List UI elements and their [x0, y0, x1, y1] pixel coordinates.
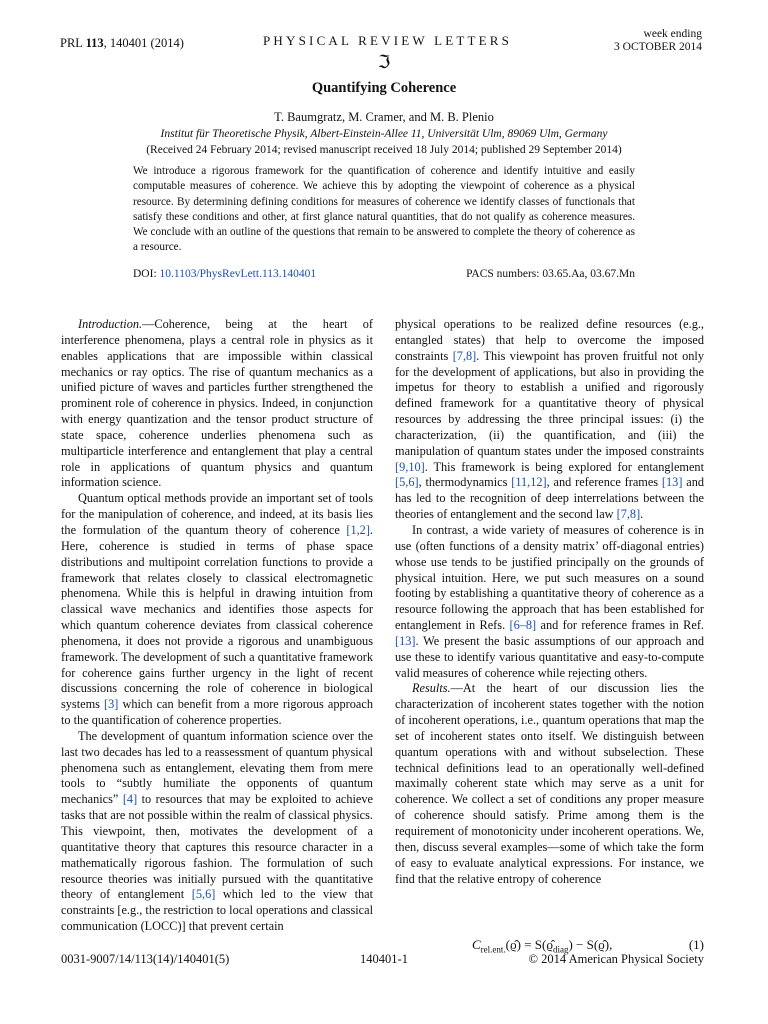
pacs-numbers: PACS numbers: 03.65.Aa, 03.67.Mn — [466, 268, 635, 280]
citation-link[interactable]: [6–8] — [509, 618, 537, 633]
citation-link[interactable]: [13] — [661, 475, 683, 490]
equation-number: (1) — [688, 937, 704, 952]
doi: DOI: 10.1103/PhysRevLett.113.140401 — [133, 268, 317, 280]
abstract: We introduce a rigorous framework for the quantification of coherence and identify intuitive and easily computable measures of coherence. We achieve this by adopting the viewpoint of coherence as a physical resource. By determining defining conditions for measures of coherence we identify classes of functionals that satisfy these conditions and other, at first glance natural quantities, that do not qualify as coherence measures. We conclude with an outline of the questions that remain to be answered to complete the theory of coherence as a resource. — [133, 165, 635, 254]
paragraph-intro: Introduction.—Coherence, being at the heart of interference phenomena, plays a central role in physics as it enables applications that are impossible within classical mechanics or ray optics. The rise of quantum mechanics as a unified picture of waves and particles further strengthened the prominent role of coherence in physics. Indeed, in conjunction with energy quantization and the tensor product structure of state space, coherence underlies phenomena such as multiparticle interference and entanglement that play a central role in applications of quantum physics and quantum information science. — [61, 317, 373, 490]
left-column — [61, 317, 373, 935]
citation-link[interactable]: [5,6] — [395, 475, 419, 490]
doi-link[interactable]: 10.1103/PhysRevLett.113.140401 — [159, 268, 317, 280]
citation-link[interactable]: [5,6] — [191, 887, 216, 902]
authors: T. Baumgratz, M. Cramer, and M. B. Plenio — [274, 110, 494, 124]
affiliation: Institut für Theoretische Physik, Albert-Einstein-Allee 11, Universität Ulm, 89069 Ulm, Germany — [160, 128, 608, 140]
section-heading-introduction: Introduction. — [78, 317, 143, 331]
paragraph-contrast: In contrast, a wide variety of measures of coherence is in use (often functions of a density matrix’ off-diagonal entries) whose use tends to be justified principally on the grounds of physical intuition. Here, we put such measures on a sound footing by establishing a quantitative theory of coherence as a resource following the approach that has been established for entanglement in Refs. [6–8] and for reference frames in Ref. [13]. We present the basic assumptions of our approach and use these to identify various quantitative and easy-to-compute valid measures of coherence while rejecting others. — [395, 522, 704, 680]
journal-name: PHYSICAL REVIEW LETTERS — [263, 33, 513, 48]
received-dates: (Received 24 February 2014; revised manuscript received 18 July 2014; published 29 September 2014) — [146, 144, 622, 156]
journal-citation: PRL 113, 140401 (2014) — [60, 36, 184, 50]
paper-title: Quantifying Coherence — [311, 80, 457, 96]
citation-link[interactable]: [9,10] — [395, 459, 425, 474]
footer-issn: 0031-9007/14/113(14)/140401(5) — [61, 952, 230, 966]
footer-copyright: © 2014 American Physical Society — [528, 952, 704, 966]
citation-link[interactable]: [3] — [104, 697, 119, 712]
citation-link[interactable]: [7,8] — [616, 507, 641, 522]
section-heading-results: Results. — [412, 681, 451, 696]
paragraph-resources: physical operations to be realized define resources (e.g., entangled states) that help to overcome the imposed constraints [7,8]. This viewpoint has proven fruitful not only for the development of applications, but also in providing the impetus for theory to establish a unified and rigorously defined framework for a quantitative theory of physical resources by addressing the three principal issues: (i) the characterization, (ii) the quantification, and (iii) the manipulation of quantum states under the imposed constraints [9,10]. This framework is being explored for entanglement [5,6], thermodynamics [11,12], and reference frames [13] and has led to the recognition of deep interrelations between the theories of entanglement and the second law [7,8]. — [395, 317, 704, 522]
paragraph-quantum-optics: Quantum optical methods provide an important set of tools for the manipulation of coherence, and indeed, at its basis lies the formulation of the quantum theory of coherence [1,2]. Here, coherence is studied in terms of phase space distributions and multipoint correlation functions to provide a framework that relates closely to classical electromagnetic phenomena. While this is helpful in drawing intuition from classical wave mechanics and identifies those aspects for which quantum coherence deviates from classical coherence phenomena, it does not provide a rigorous and unambiguous framework. The development of such a quantitative framework for coherence gains further urgency in the light of recent discussions concerning the role of coherence in biological systems [3] which can benefit from a more rigorous approach to the quantification of coherence properties. — [61, 491, 373, 728]
paragraph-quantum-information: The development of quantum information science over the last two decades has led to a reassessment of quantum physical phenomena such as entanglement, elevating them from mere tools to “subtly humiliate the opponents of quantum mechanics” [4] to resources that may be exploited to achieve tasks that are not possible within the realm of classical physics. This viewpoint, then, motivates the development of a quantitative theory that captures this resource character in a mathematically rigorous fashion. The formulation of such resource theories was initially pursued with the quantitative theory of entanglement [5,6] which led to the view that constraints [e.g., the restriction to local operations and classical communication (LOCC)] that prevent certain — [61, 728, 374, 934]
citation-link[interactable]: [4] — [122, 792, 138, 807]
footer-page-number: 140401-1 — [360, 952, 408, 966]
right-column — [395, 317, 704, 887]
citation-link[interactable]: [1,2] — [346, 522, 370, 537]
citation-link[interactable]: [13] — [395, 633, 416, 648]
citation-link[interactable]: [11,12] — [511, 475, 547, 490]
equation-1: $C_{rel.ent.}(ϱ̂)$ = $S(ϱ̂_{diag})$ − S(ϱ̂), — [472, 937, 613, 955]
week-ending: week ending 3 OCTOBER 2014 — [614, 28, 702, 53]
paragraph-results: Results.—At the heart of our discussion lies the characterization of incoherent states together with the notion of incoherent operations, i.e., quantum operations that map the set of incoherent states onto itself. We distinguish between quantum operations with and without subselection. These technical definitions lead to an operationally well-defined maximally coherent state which may serve as a unit for coherence. We collect a set of conditions any proper measure of coherence should satisfy. Prime among them is the requirement of monotonicity under incoherent operations. We, then, discuss several examples—some of which take the form of easy to evaluate analytical expressions. For instance, we find that the relative entropy of coherence — [395, 681, 704, 886]
journal-ornament-icon: ℑ — [377, 52, 391, 72]
citation-link[interactable]: [7,8] — [452, 348, 477, 363]
